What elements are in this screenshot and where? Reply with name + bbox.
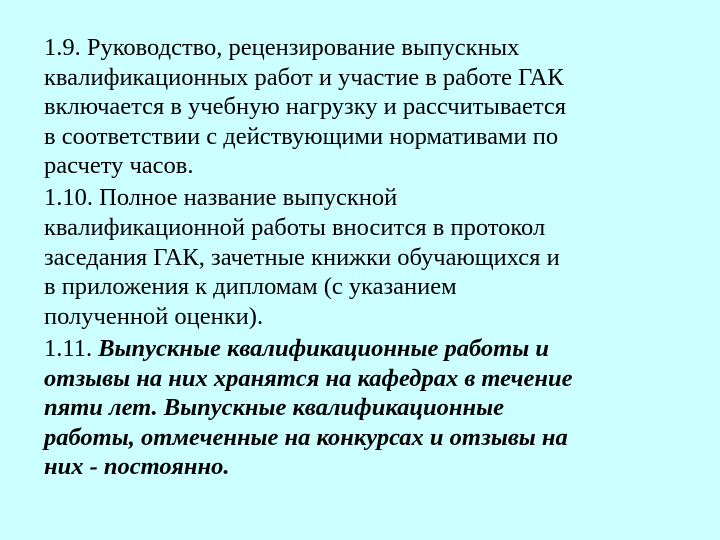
paragraph-1-10-line-1 <box>44 183 710 213</box>
paragraph-1-9-line-4: в соответствии с действующими нормативами по <box>44 122 559 150</box>
paragraph-1-10-line-5: полученной оценки). <box>44 302 264 330</box>
paragraph-1-11-line-4: работы, отмеченные на конкурсах и отзывы на <box>44 423 568 451</box>
paragraph-1-11-line-5: них - постоянно. <box>44 453 230 481</box>
paragraph-1-9-line-2: квалификационных работ и участие в работе ГАК <box>44 63 564 91</box>
paragraph-1-10-number: 1.10. <box>44 184 93 212</box>
paragraph-1-10-line-3: заседания ГАК, зачетные книжки обучающихся и <box>44 243 560 271</box>
paragraph-1-9 <box>44 33 710 181</box>
paragraph-1-11-line-3: пяти лет. Выпускные квалификационные <box>44 394 504 422</box>
paragraph-1-10-line-2: квалификационной работы вносится в протокол <box>44 214 546 242</box>
paragraph-1-9-line-3: включается в учебную нагрузку и рассчитывается <box>44 93 566 121</box>
paragraph-1-10-line-1-text: Полное название выпускной <box>99 184 398 212</box>
paragraph-1-9-line-5: расчету часов. <box>44 152 194 180</box>
paragraph-1-11-line-2: отзывы на них хранятся на кафедрах в течение <box>44 364 573 392</box>
paragraph-1-11 <box>44 334 710 482</box>
paragraph-1-11-number: 1.11. <box>44 334 93 362</box>
slide-text-body <box>44 33 710 484</box>
paragraph-1-10 <box>44 183 710 331</box>
paragraph-1-10-line-4: в приложения к дипломам (с указанием <box>44 273 457 301</box>
paragraph-1-9-number: 1.9. <box>44 34 81 61</box>
paragraph-1-9-line-1 <box>44 33 710 63</box>
paragraph-1-11-line-1 <box>44 334 710 364</box>
paragraph-1-11-line-1-text: Выпускные квалификационные работы и <box>98 334 549 362</box>
paragraph-1-9-line-1-text: Руководство, рецензирование выпускных <box>86 34 520 61</box>
